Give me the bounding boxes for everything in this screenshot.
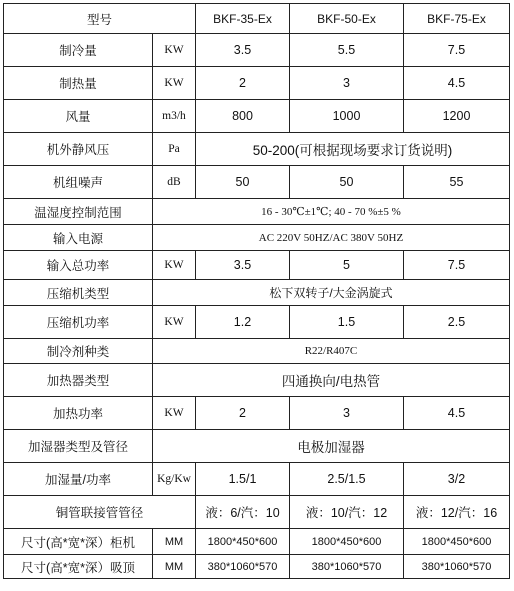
row-heating-power (4, 397, 510, 430)
row-compressor-type (4, 280, 510, 306)
cell-value: 380*1060*570 (290, 555, 404, 579)
row-unit: KW (153, 306, 196, 339)
cell-value: 3/2 (404, 463, 510, 496)
cell-value: 1800*450*600 (196, 529, 290, 555)
row-label: 温湿度控制范围 (4, 199, 153, 225)
cell-value: 4.5 (404, 397, 510, 430)
cell-value: 松下双转子/大金涡旋式 (153, 280, 510, 306)
cell-value: 液：6/汽：10 (196, 496, 290, 529)
cell-value: 1800*450*600 (290, 529, 404, 555)
cell-value: 3 (290, 67, 404, 100)
row-unit: KW (153, 34, 196, 67)
cell-value: 50 (196, 166, 290, 199)
row-label: 输入电源 (4, 225, 153, 251)
row-label: 尺寸(高*宽*深）柜机 (4, 529, 153, 555)
cell-value: 液：10/汽：12 (290, 496, 404, 529)
row-cooling (4, 34, 510, 67)
cell-value: 1.5/1 (196, 463, 290, 496)
cell-value: 3 (290, 397, 404, 430)
row-label: 制冷量 (4, 34, 153, 67)
row-label: 输入总功率 (4, 251, 153, 280)
row-unit: MM (153, 529, 196, 555)
cell-value: 3.5 (196, 34, 290, 67)
row-copper-pipe (4, 496, 510, 529)
row-humidify-amount (4, 463, 510, 496)
row-label: 加热功率 (4, 397, 153, 430)
cell-value: 1.2 (196, 306, 290, 339)
row-compressor-power (4, 306, 510, 339)
cell-value: 380*1060*570 (404, 555, 510, 579)
cell-value: 50-200(可根据现场要求订货说明) (196, 133, 510, 166)
cell-value: 1800*450*600 (404, 529, 510, 555)
cell-value: 5.5 (290, 34, 404, 67)
model-label: 型号 (4, 4, 196, 34)
cell-value: 5 (290, 251, 404, 280)
row-label: 机组噪声 (4, 166, 153, 199)
row-label: 压缩机功率 (4, 306, 153, 339)
cell-value: 55 (404, 166, 510, 199)
row-static-pressure (4, 133, 510, 166)
cell-value: 2 (196, 67, 290, 100)
row-size-ceiling (4, 555, 510, 579)
row-total-power (4, 251, 510, 280)
cell-value: 液：12/汽：16 (404, 496, 510, 529)
cell-value: AC 220V 50HZ/AC 380V 50HZ (153, 225, 510, 251)
row-label: 压缩机类型 (4, 280, 153, 306)
row-noise (4, 166, 510, 199)
row-label: 机外静风压 (4, 133, 153, 166)
row-label: 铜管联接管管径 (4, 496, 196, 529)
row-unit: MM (153, 555, 196, 579)
model-name: BKF-35-Ex (196, 4, 290, 34)
row-label: 加湿量/功率 (4, 463, 153, 496)
row-unit: KW (153, 397, 196, 430)
cell-value: R22/R407C (153, 339, 510, 364)
row-label: 风量 (4, 100, 153, 133)
cell-value: 800 (196, 100, 290, 133)
row-label: 尺寸(高*宽*深）吸顶 (4, 555, 153, 579)
spec-table (3, 3, 510, 579)
header-row (4, 4, 510, 34)
cell-value: 16 - 30℃±1℃; 40 - 70 %±5 % (153, 199, 510, 225)
cell-value: 1200 (404, 100, 510, 133)
cell-value: 1000 (290, 100, 404, 133)
row-unit: dB (153, 166, 196, 199)
row-heater-type (4, 364, 510, 397)
row-control-range (4, 199, 510, 225)
model-name: BKF-75-Ex (404, 4, 510, 34)
cell-value: 2.5 (404, 306, 510, 339)
cell-value: 4.5 (404, 67, 510, 100)
cell-value: 7.5 (404, 34, 510, 67)
row-unit: Pa (153, 133, 196, 166)
row-label: 加热器类型 (4, 364, 153, 397)
cell-value: 2.5/1.5 (290, 463, 404, 496)
model-name: BKF-50-Ex (290, 4, 404, 34)
row-size-cabinet (4, 529, 510, 555)
row-label: 加湿器类型及管径 (4, 430, 153, 463)
row-heating (4, 67, 510, 100)
row-unit: Kg/Kw (153, 463, 196, 496)
row-label: 制冷剂种类 (4, 339, 153, 364)
row-unit: KW (153, 251, 196, 280)
row-label: 制热量 (4, 67, 153, 100)
cell-value: 四通换向/电热管 (153, 364, 510, 397)
cell-value: 电极加湿器 (153, 430, 510, 463)
row-unit: KW (153, 67, 196, 100)
row-humidifier (4, 430, 510, 463)
cell-value: 50 (290, 166, 404, 199)
cell-value: 7.5 (404, 251, 510, 280)
row-refrigerant (4, 339, 510, 364)
cell-value: 1.5 (290, 306, 404, 339)
cell-value: 380*1060*570 (196, 555, 290, 579)
row-power-input (4, 225, 510, 251)
row-airflow (4, 100, 510, 133)
row-unit: m3/h (153, 100, 196, 133)
cell-value: 2 (196, 397, 290, 430)
cell-value: 3.5 (196, 251, 290, 280)
